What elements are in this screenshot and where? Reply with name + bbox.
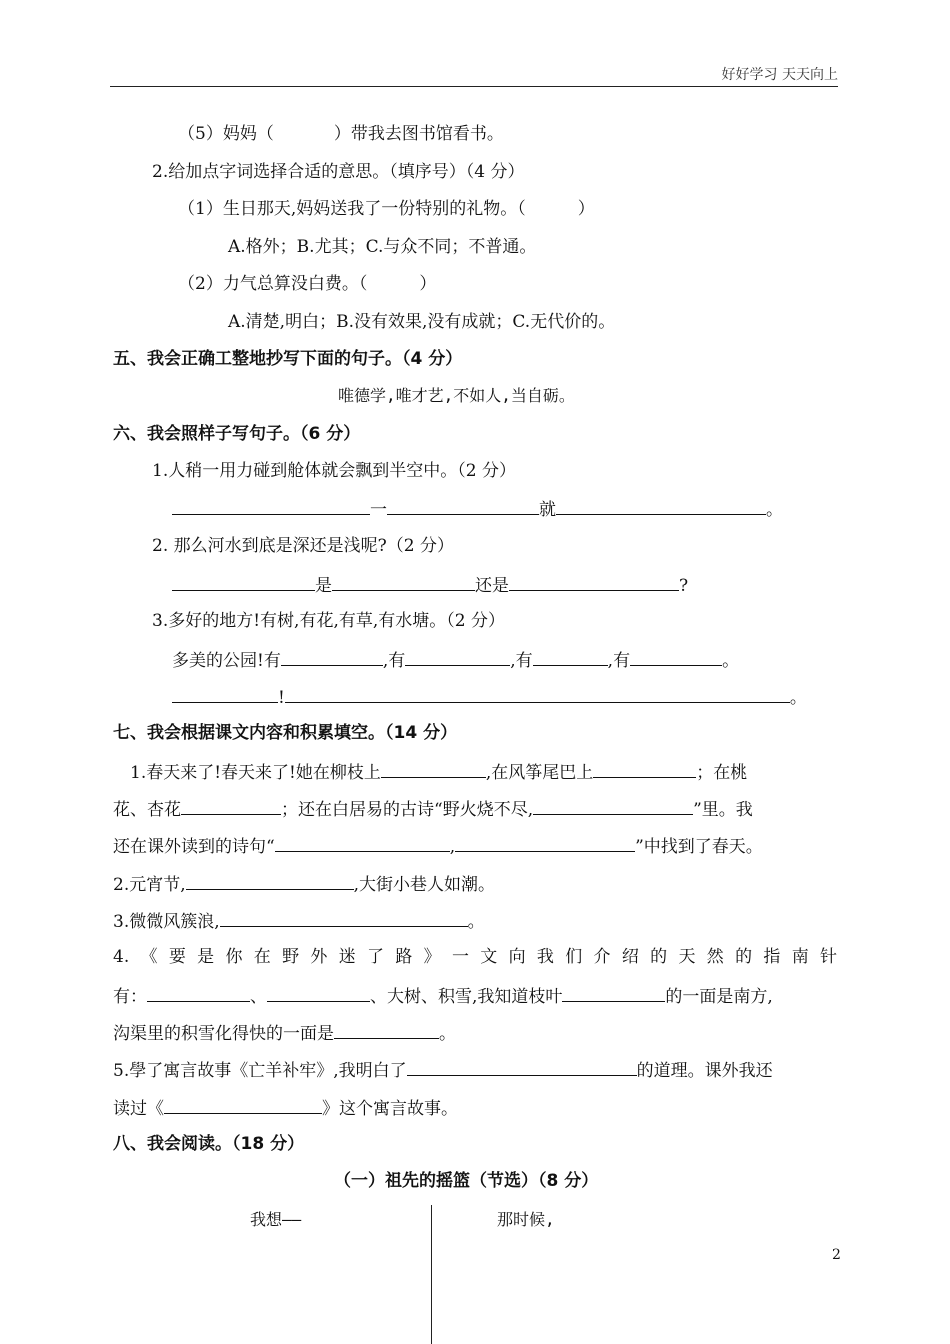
sec7-p5-line2: 读过《 》这个寓言故事。 <box>113 1095 458 1121</box>
blank[interactable] <box>562 983 665 1002</box>
blank[interactable] <box>332 572 475 591</box>
poem-col2: 那时候, <box>497 1210 555 1229</box>
blank[interactable] <box>267 983 370 1002</box>
blank[interactable] <box>181 796 281 815</box>
blank[interactable] <box>275 833 450 852</box>
blank[interactable] <box>381 759 486 778</box>
sec7-p4-line1: 4.《要是你在野外迷了路》一文向我们介绍的天然的指南针 <box>113 947 837 967</box>
section5-title: 五、我会正确工整地抄写下面的句子。（4 分） <box>113 349 463 369</box>
sec7-p4-line3: 沟渠里的积雪化得快的一面是 。 <box>113 1020 456 1046</box>
blank[interactable] <box>172 572 315 591</box>
blank[interactable] <box>172 496 370 515</box>
page-number: 2 <box>832 1247 841 1263</box>
sec7-p3: 3.微微风簇浪, 。 <box>113 908 485 934</box>
blank[interactable] <box>593 759 696 778</box>
q2-s2-options: A.清楚,明白；B.没有效果,没有成就；C.无代价的。 <box>228 312 616 332</box>
page-header <box>110 62 838 87</box>
sec6-q3: 3.多好的地方!有树,有花,有草,有水塘。（2 分） <box>152 611 505 631</box>
blank[interactable] <box>405 647 510 666</box>
sec6-q3-line2: ! 。 <box>172 684 807 710</box>
sec6-q2-blanks: 是 还是 ? <box>172 572 688 598</box>
q2-s1: （1）生日那天,妈妈送我了一份特别的礼物。（ ） <box>178 199 595 219</box>
section8-subtitle: （一）祖先的摇篮（节选）（8 分） <box>334 1171 599 1191</box>
blank[interactable] <box>630 647 722 666</box>
q4-item5: （5）妈妈（ ）带我去图书馆看书。 <box>178 124 504 144</box>
blank[interactable] <box>387 496 539 515</box>
blank[interactable] <box>407 1057 637 1076</box>
blank[interactable] <box>164 1095 322 1114</box>
blank[interactable] <box>281 647 383 666</box>
q2-title: 2.给加点字词选择合适的意思。（填序号）（4 分） <box>152 162 525 182</box>
section7-title: 七、我会根据课文内容和积累填空。（14 分） <box>113 723 458 743</box>
blank[interactable] <box>172 684 278 703</box>
blank[interactable] <box>533 647 608 666</box>
sec7-p2: 2.元宵节, ,大街小巷人如潮。 <box>113 871 495 897</box>
poem-col1: 我想—— <box>250 1210 302 1229</box>
section8-title: 八、我会阅读。（18 分） <box>113 1134 305 1154</box>
blank[interactable] <box>556 496 766 515</box>
sec6-q3-line1: 多美的公园!有 ,有 ,有 ,有 。 <box>172 647 739 673</box>
blank[interactable] <box>285 684 790 703</box>
blank[interactable] <box>533 796 693 815</box>
blank[interactable] <box>147 983 250 1002</box>
section5-sentence: 唯德学,唯才艺,不如人,当自砺。 <box>338 386 575 405</box>
sec6-q1-blanks: 一 就 。 <box>172 496 783 522</box>
blank[interactable] <box>186 871 354 890</box>
sec7-p1-line1: 1.春天来了!春天来了!她在柳枝上 ,在风筝尾巴上 ；在桃 <box>130 759 747 785</box>
sec6-q2: 2. 那么河水到底是深还是浅呢?（2 分） <box>152 536 454 556</box>
column-divider <box>431 1205 432 1344</box>
blank[interactable] <box>220 908 468 927</box>
sec7-p1-line3: 还在课外读到的诗句“ , ”中找到了春天。 <box>113 833 763 859</box>
section6-title: 六、我会照样子写句子。（6 分） <box>113 424 361 444</box>
header-motto: 好好学习 天天向上 <box>721 67 838 83</box>
blank[interactable] <box>334 1020 439 1039</box>
sec7-p5-line1: 5.學了寓言故事《亡羊补牢》,我明白了 的道理。课外我还 <box>113 1057 773 1083</box>
sec7-p4-line2: 有： 、 、大树、积雪,我知道枝叶 的一面是南方, <box>113 983 773 1009</box>
blank[interactable] <box>509 572 679 591</box>
q2-s2: （2）力气总算没白费。（ ） <box>178 274 437 294</box>
q2-s1-options: A.格外；B.尤其；C.与众不同；不普通。 <box>228 237 537 257</box>
blank[interactable] <box>455 833 635 852</box>
sec6-q1: 1.人稍一用力碰到舱体就会飘到半空中。（2 分） <box>152 461 516 481</box>
sec7-p1-line2: 花、杏花 ；还在白居易的古诗“野火烧不尽, ”里。我 <box>113 796 753 822</box>
